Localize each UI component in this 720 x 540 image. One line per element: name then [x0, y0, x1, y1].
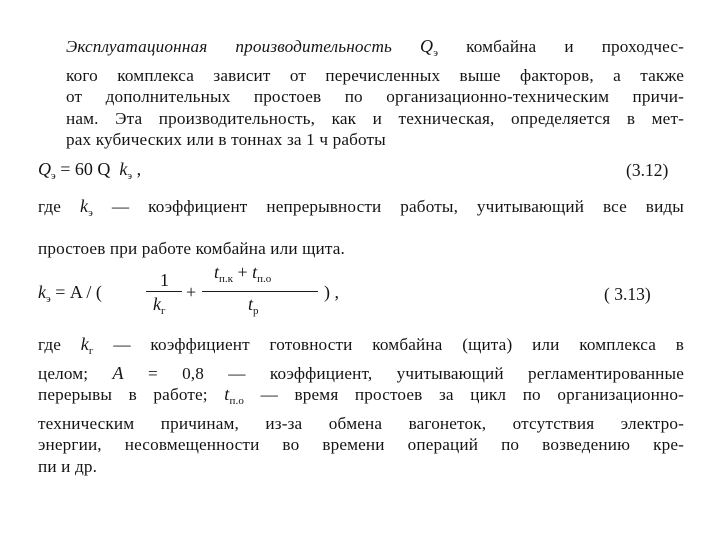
formula-3-13-k: k	[38, 282, 46, 302]
formula-3-12-tail: ,	[136, 159, 142, 179]
definition-2-line-3-a: перерывы в работе;	[38, 385, 208, 405]
intro-line-3: от дополнительных простоев по организационно-техническим причи-	[66, 87, 684, 107]
formula-3-13-plus: +	[186, 282, 197, 302]
word-where: где	[38, 197, 62, 216]
definition-2-line-4: техническим причинам, из-за обмена вагонеток, отсутствия электро-	[38, 413, 684, 433]
formula-3-12-k-subscript: э	[127, 170, 133, 182]
formula-3-13-k-subscript: э	[46, 293, 51, 305]
definition-2-line-6: пи и др.	[38, 456, 98, 476]
symbol-q-subscript: э	[433, 47, 439, 59]
formula-3-12-k: k	[119, 159, 128, 179]
intro-line-1-text: комбайна и проходчес-	[466, 37, 684, 56]
definition-2-line-2	[38, 363, 684, 385]
fraction-2-t1-subscript: п.к	[219, 273, 233, 285]
definition-2-line-3	[38, 384, 684, 413]
definition-k-e-text: — коэффициент непрерывности работы, учитывающий все виды	[111, 197, 685, 216]
fraction-2-numerator	[214, 262, 271, 289]
formula-3-13-eq: = A / (	[55, 282, 102, 302]
symbol-t-po: t	[224, 384, 230, 405]
word-where-2: где	[38, 335, 62, 354]
fraction-1-k-subscript: г	[161, 305, 166, 317]
fraction-2-bar	[202, 291, 318, 292]
symbol-k-g: k	[80, 334, 89, 354]
formula-3-12-lhs: Q	[38, 159, 51, 179]
formula-3-12-rhs: = 60 Q	[60, 159, 111, 179]
symbol-a: A	[112, 362, 124, 383]
fraction-1-bar	[146, 291, 182, 292]
intro-line-5: рах кубических или в тоннах за 1 ч работы	[66, 130, 386, 150]
definition-2-line-5: энергии, несовмещенности во времени операций по возведению кре-	[38, 435, 684, 455]
fraction-2-t2: t	[252, 262, 258, 282]
symbol-q: Q	[420, 36, 434, 56]
symbol-k-subscript: э	[88, 207, 93, 219]
intro-paragraph	[38, 36, 684, 151]
symbol-k-g-subscript: г	[88, 345, 94, 357]
definition-2-line-2-a: целом;	[38, 363, 89, 383]
definition-2-line-1-text: — коэффициент готовности комбайна (щита) или комплекса в	[113, 335, 684, 354]
definition-paragraph-2	[38, 334, 684, 478]
formula-3-13-close: ) ,	[324, 282, 339, 302]
intro-line-2: кого комплекса зависит от перечисленных выше факторов, а также	[66, 65, 684, 85]
definition-2-line-1	[38, 334, 684, 363]
fraction-2-t-subscript: р	[253, 305, 259, 317]
fraction-1-denominator	[153, 294, 166, 321]
fraction-2-t1: t	[214, 262, 220, 282]
equation-number-3-12: (3.12)	[626, 160, 669, 180]
symbol-k: k	[79, 196, 89, 216]
definition-k-e	[38, 196, 684, 225]
term-operational-productivity: Эксплуатационная производительность	[66, 37, 392, 56]
definition-2-line-3-b: — время простоев за цикл по организационно-	[260, 385, 684, 405]
formula-3-12-lhs-subscript: э	[51, 170, 56, 182]
definition-k-e-continuation	[38, 238, 684, 260]
definition-k-e-line-1	[38, 196, 684, 225]
fraction-2-t2-subscript: п.о	[257, 273, 272, 285]
equation-number-3-13: ( 3.13)	[604, 284, 651, 304]
fraction-2-plus: +	[237, 262, 248, 282]
symbol-t-po-subscript: п.о	[229, 395, 245, 408]
formula-3-12	[38, 158, 141, 187]
intro-line-1	[38, 36, 684, 65]
definition-k-e-line-2: простоев при работе комбайна или щита.	[38, 239, 345, 258]
definition-2-line-2-b: = 0,8 — коэффициент, учитывающий регламентированные	[147, 363, 685, 383]
intro-line-4: нам. Эта производительность, как и техническая, определяется в мет-	[66, 108, 684, 128]
fraction-2-t: t	[248, 294, 254, 314]
formula-3-13-lhs	[38, 282, 102, 309]
fraction-2-denominator	[248, 294, 259, 321]
fraction-1-k: k	[153, 294, 161, 314]
fraction-1-numerator: 1	[160, 270, 169, 290]
